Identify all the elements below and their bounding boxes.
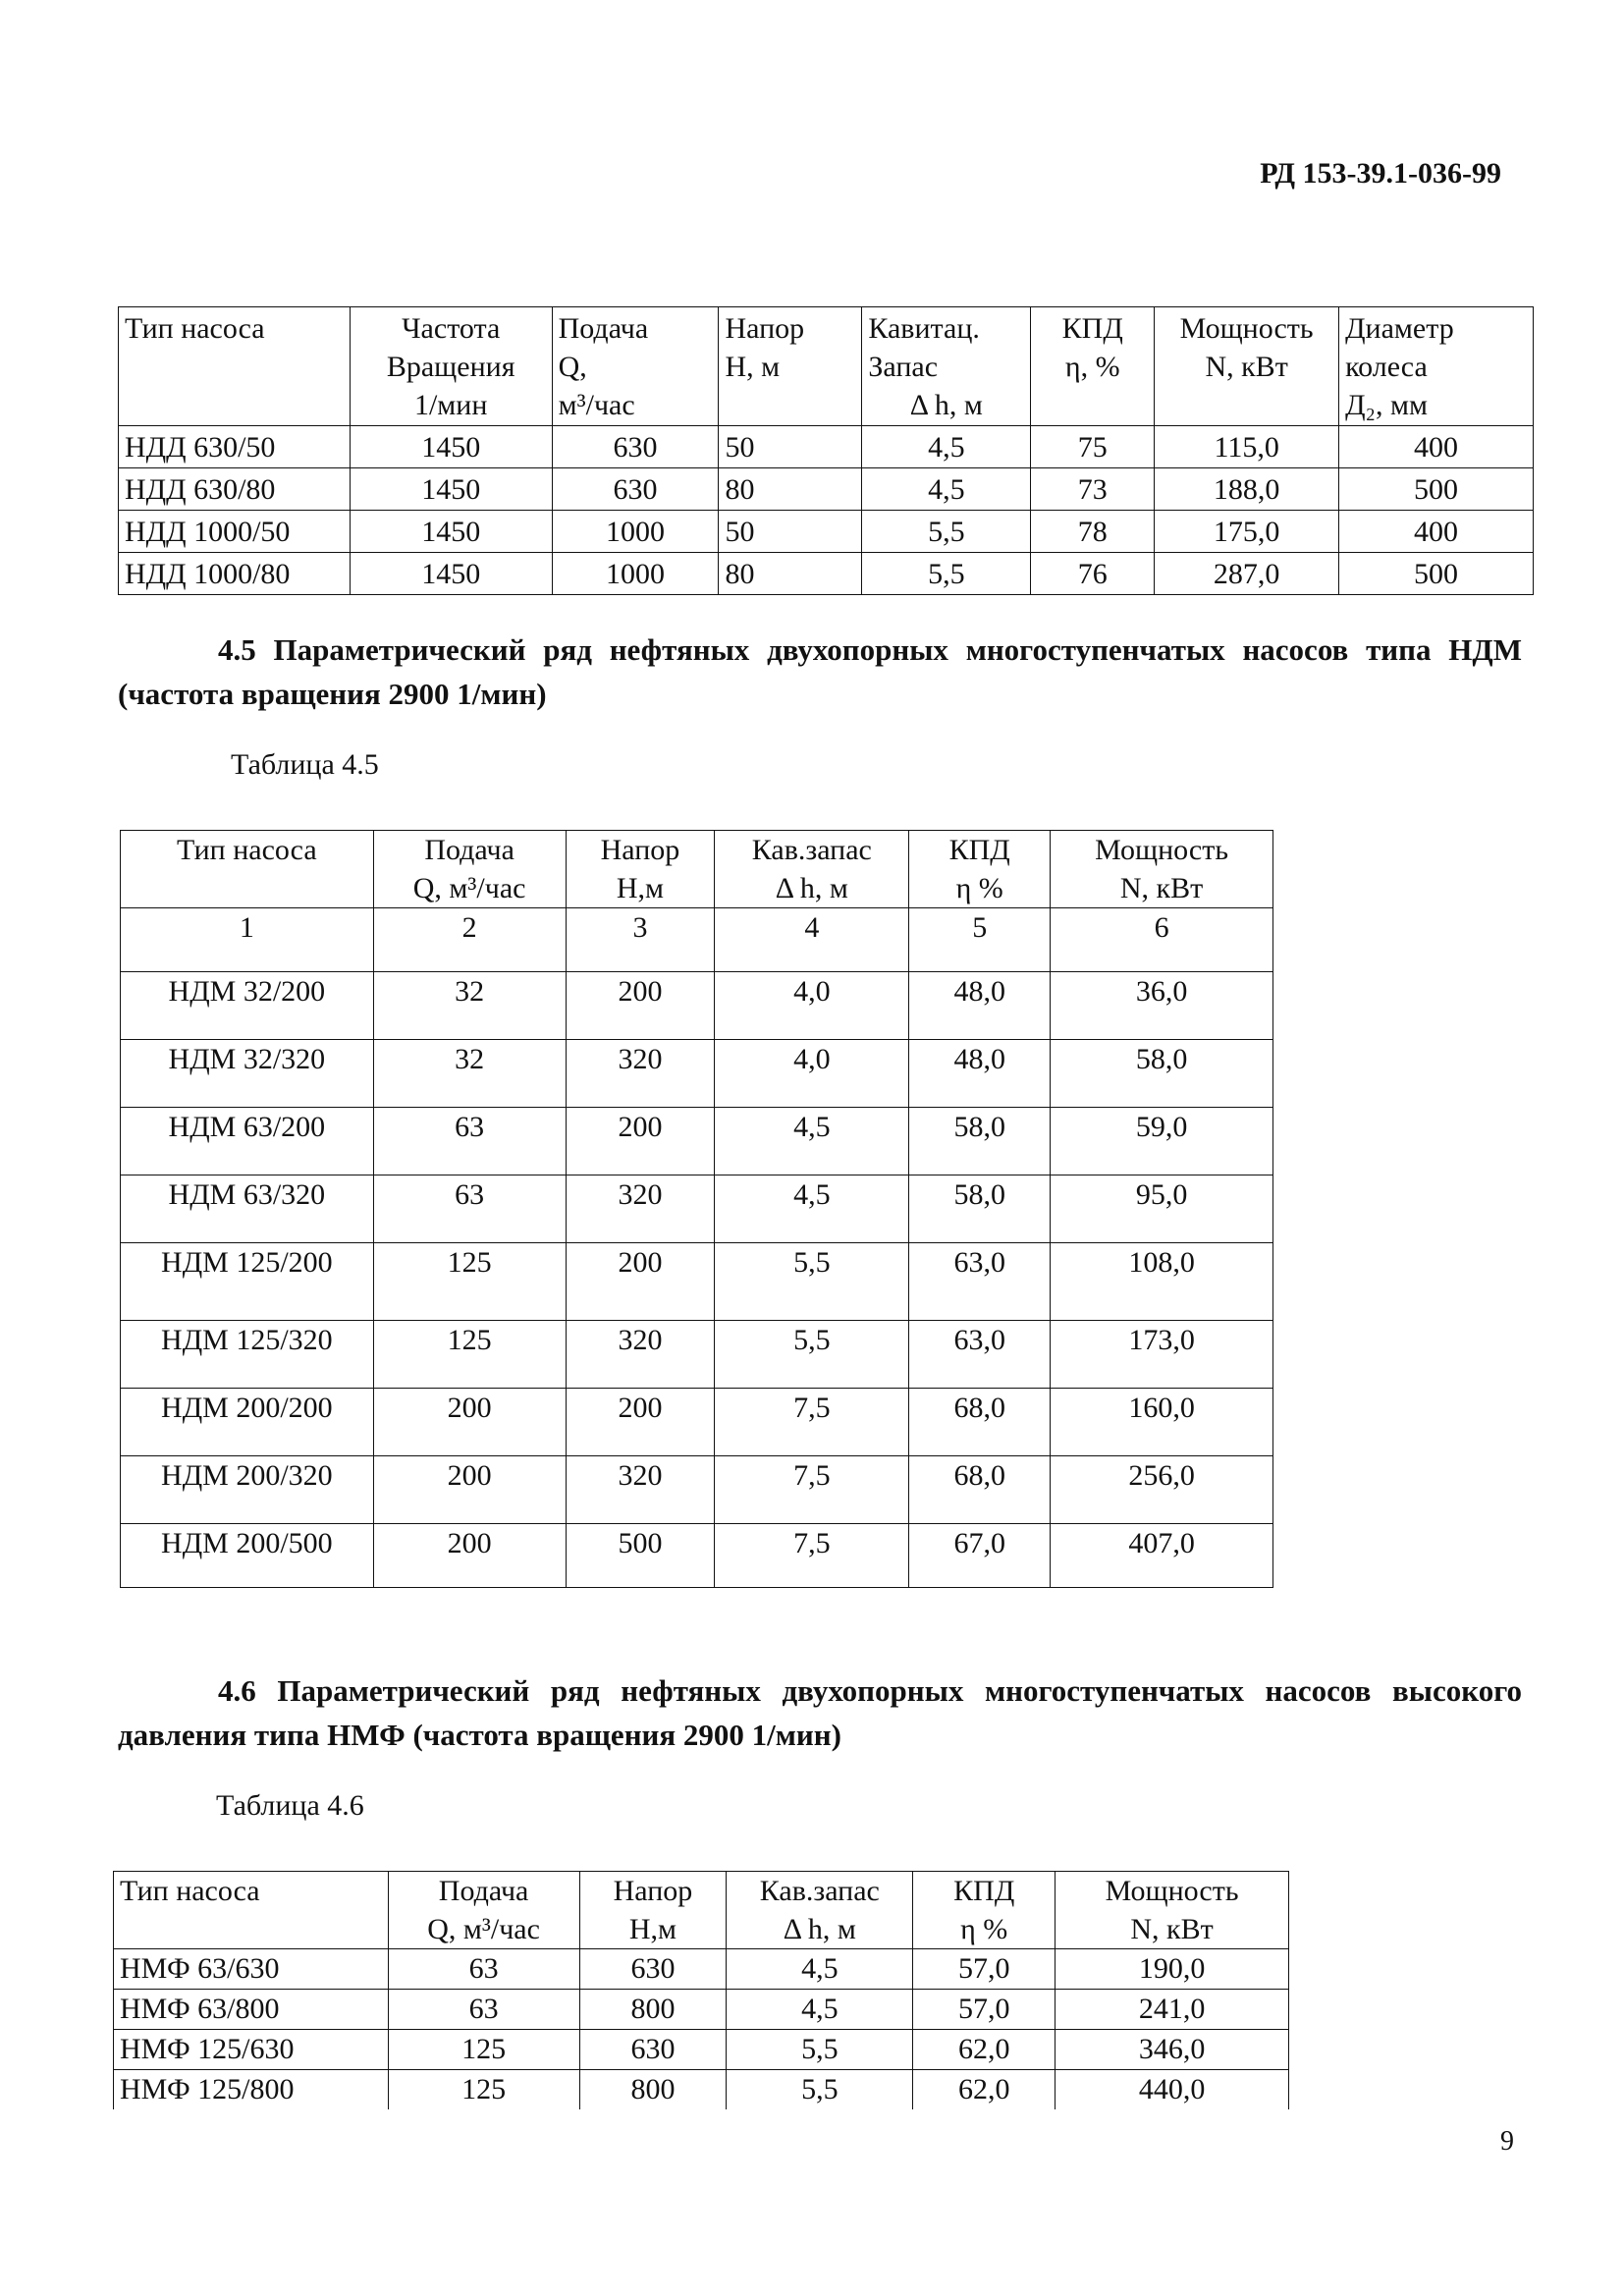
cell-rotation-speed: 1450 (350, 511, 552, 553)
cell-pump-type: НМФ 125/630 (114, 2030, 389, 2070)
cell-efficiency: 48,0 (909, 1040, 1051, 1108)
table-row (121, 1321, 1273, 1389)
header-rotation-speed: Частота Вращения 1/мин (350, 307, 552, 426)
table-row (121, 972, 1273, 1040)
header-efficiency: КПД η, % (1031, 307, 1155, 426)
header-flow: Подача Q, м³/час (388, 1872, 579, 1949)
cell-pump-type: НДД 630/80 (119, 468, 351, 511)
cell-pump-type: НМФ 63/800 (114, 1990, 389, 2030)
cell-head: 320 (566, 1175, 715, 1243)
cell-head: 800 (579, 2070, 727, 2110)
table-header-row (114, 1872, 1289, 1949)
cell-cavitation-reserve: 4,5 (715, 1108, 909, 1175)
cell-pump-type: НДМ 32/320 (121, 1040, 374, 1108)
cell-pump-type: НДД 1000/50 (119, 511, 351, 553)
column-number: 3 (566, 908, 715, 972)
cell-efficiency: 58,0 (909, 1108, 1051, 1175)
cell-cavitation-reserve: 5,5 (715, 1243, 909, 1321)
header-head: Напор Н,м (566, 831, 715, 908)
cell-efficiency: 62,0 (913, 2030, 1056, 2070)
header-pump-type: Тип насоса (119, 307, 351, 426)
cell-head: 200 (566, 1108, 715, 1175)
cell-pump-type: НДМ 200/500 (121, 1524, 374, 1588)
cell-flow: 200 (373, 1524, 566, 1588)
cell-pump-type: НДМ 63/200 (121, 1108, 374, 1175)
cell-power: 173,0 (1051, 1321, 1273, 1389)
cell-flow: 125 (388, 2070, 579, 2110)
cell-power: 95,0 (1051, 1175, 1273, 1243)
cell-head: 200 (566, 972, 715, 1040)
section-4-5-heading: 4.5 Параметрический ряд нефтяных двухопорных многоступенчатых насосов типа НДМ (частота вращения 2900 1/мин) (118, 632, 1522, 711)
cell-pump-type: НМФ 125/800 (114, 2070, 389, 2110)
cell-rotation-speed: 1450 (350, 426, 552, 468)
cell-flow: 1000 (552, 511, 719, 553)
cell-efficiency: 68,0 (909, 1389, 1051, 1456)
cell-flow: 32 (373, 1040, 566, 1108)
cell-power: 108,0 (1051, 1243, 1273, 1321)
table-row (121, 1243, 1273, 1321)
cell-impeller-diameter: 500 (1339, 468, 1534, 511)
header-flow: Подача Q, м³/час (373, 831, 566, 908)
table-row (121, 1108, 1273, 1175)
table-row (114, 1990, 1289, 2030)
cell-flow: 63 (388, 1990, 579, 2030)
cell-power: 58,0 (1051, 1040, 1273, 1108)
cell-power: 440,0 (1056, 2070, 1289, 2110)
cell-power: 287,0 (1155, 553, 1339, 595)
cell-efficiency: 73 (1031, 468, 1155, 511)
header-power: Мощность N, кВт (1155, 307, 1339, 426)
cell-pump-type: НДМ 200/200 (121, 1389, 374, 1456)
cell-flow: 125 (388, 2030, 579, 2070)
table-row (114, 2070, 1289, 2110)
cell-head: 80 (719, 553, 862, 595)
cell-cavitation-reserve: 4,5 (715, 1175, 909, 1243)
cell-power: 160,0 (1051, 1389, 1273, 1456)
table-row (121, 1456, 1273, 1524)
header-cavitation-reserve: Кав.запас Δ h, м (727, 1872, 913, 1949)
cell-cavitation-reserve: 7,5 (715, 1456, 909, 1524)
cell-efficiency: 75 (1031, 426, 1155, 468)
cell-pump-type: НДД 1000/80 (119, 553, 351, 595)
table-row (121, 1389, 1273, 1456)
cell-flow: 63 (373, 1108, 566, 1175)
cell-cavitation-reserve: 5,5 (862, 511, 1031, 553)
cell-power: 190,0 (1056, 1949, 1289, 1990)
cell-pump-type: НДМ 63/320 (121, 1175, 374, 1243)
cell-pump-type: НДМ 125/320 (121, 1321, 374, 1389)
cell-pump-type: НДМ 200/320 (121, 1456, 374, 1524)
cell-pump-type: НМФ 63/630 (114, 1949, 389, 1990)
table-4-5 (120, 830, 1273, 1588)
table-4-5-caption: Таблица 4.5 (231, 748, 379, 781)
cell-head: 800 (579, 1990, 727, 2030)
header-impeller-diameter: Диаметр колеса Д₂, мм (1339, 307, 1534, 426)
cell-efficiency: 57,0 (913, 1990, 1056, 2030)
cell-flow: 1000 (552, 553, 719, 595)
cell-cavitation-reserve: 4,5 (862, 426, 1031, 468)
cell-cavitation-reserve: 5,5 (727, 2070, 913, 2110)
cell-head: 500 (566, 1524, 715, 1588)
header-efficiency: КПД η % (913, 1872, 1056, 1949)
cell-head: 630 (579, 1949, 727, 1990)
cell-head: 320 (566, 1321, 715, 1389)
page-number: 9 (1500, 2126, 1514, 2157)
cell-efficiency: 76 (1031, 553, 1155, 595)
column-number: 2 (373, 908, 566, 972)
cell-pump-type: НДМ 125/200 (121, 1243, 374, 1321)
column-number: 4 (715, 908, 909, 972)
header-efficiency: КПД η % (909, 831, 1051, 908)
column-number: 6 (1051, 908, 1273, 972)
table-row (121, 1524, 1273, 1588)
cell-impeller-diameter: 500 (1339, 553, 1534, 595)
table-row (114, 2030, 1289, 2070)
cell-head: 50 (719, 426, 862, 468)
section-4-6-heading: 4.6 Параметрический ряд нефтяных двухопорных многоступенчатых насосов высокого давления типа НМФ (частота вращения 2900 1/мин) (118, 1673, 1522, 1752)
header-pump-type: Тип насоса (114, 1872, 389, 1949)
cell-power: 407,0 (1051, 1524, 1273, 1588)
cell-efficiency: 63,0 (909, 1321, 1051, 1389)
table-4-6 (113, 1871, 1289, 2109)
cell-efficiency: 48,0 (909, 972, 1051, 1040)
cell-power: 36,0 (1051, 972, 1273, 1040)
table-row (119, 511, 1534, 553)
header-cavitation-reserve: Кавитац. Запас Δ h, м (862, 307, 1031, 426)
column-number: 1 (121, 908, 374, 972)
cell-cavitation-reserve: 4,0 (715, 972, 909, 1040)
cell-rotation-speed: 1450 (350, 553, 552, 595)
cell-cavitation-reserve: 5,5 (727, 2030, 913, 2070)
cell-cavitation-reserve: 4,5 (727, 1990, 913, 2030)
table-4-4 (118, 306, 1534, 595)
cell-power: 241,0 (1056, 1990, 1289, 2030)
cell-flow: 125 (373, 1243, 566, 1321)
table-row (121, 1040, 1273, 1108)
column-number: 5 (909, 908, 1051, 972)
header-power: Мощность N, кВт (1051, 831, 1273, 908)
cell-impeller-diameter: 400 (1339, 426, 1534, 468)
cell-power: 256,0 (1051, 1456, 1273, 1524)
cell-flow: 200 (373, 1456, 566, 1524)
cell-head: 50 (719, 511, 862, 553)
cell-flow: 32 (373, 972, 566, 1040)
cell-cavitation-reserve: 7,5 (715, 1389, 909, 1456)
cell-flow: 63 (373, 1175, 566, 1243)
cell-efficiency: 58,0 (909, 1175, 1051, 1243)
cell-cavitation-reserve: 4,5 (727, 1949, 913, 1990)
cell-efficiency: 63,0 (909, 1243, 1051, 1321)
table-row (119, 553, 1534, 595)
cell-head: 630 (579, 2030, 727, 2070)
cell-efficiency: 57,0 (913, 1949, 1056, 1990)
cell-flow: 630 (552, 468, 719, 511)
cell-rotation-speed: 1450 (350, 468, 552, 511)
header-cavitation-reserve: Кав.запас Δ h, м (715, 831, 909, 908)
cell-power: 188,0 (1155, 468, 1339, 511)
table-4-6-caption: Таблица 4.6 (216, 1789, 364, 1822)
table-row (114, 1949, 1289, 1990)
cell-power: 115,0 (1155, 426, 1339, 468)
cell-pump-type: НДМ 32/200 (121, 972, 374, 1040)
cell-head: 80 (719, 468, 862, 511)
header-head: Напор Н, м (719, 307, 862, 426)
table-row (121, 1175, 1273, 1243)
cell-efficiency: 68,0 (909, 1456, 1051, 1524)
cell-cavitation-reserve: 5,5 (862, 553, 1031, 595)
cell-pump-type: НДД 630/50 (119, 426, 351, 468)
cell-head: 200 (566, 1389, 715, 1456)
cell-head: 200 (566, 1243, 715, 1321)
document-code: РД 153-39.1-036-99 (1260, 157, 1501, 190)
cell-cavitation-reserve: 5,5 (715, 1321, 909, 1389)
cell-power: 175,0 (1155, 511, 1339, 553)
column-number-row (121, 908, 1273, 972)
cell-efficiency: 78 (1031, 511, 1155, 553)
cell-cavitation-reserve: 7,5 (715, 1524, 909, 1588)
table-header-row (119, 307, 1534, 426)
cell-power: 346,0 (1056, 2030, 1289, 2070)
header-power: Мощность N, кВт (1056, 1872, 1289, 1949)
header-pump-type: Тип насоса (121, 831, 374, 908)
cell-power: 59,0 (1051, 1108, 1273, 1175)
cell-flow: 630 (552, 426, 719, 468)
cell-flow: 125 (373, 1321, 566, 1389)
table-row (119, 426, 1534, 468)
cell-efficiency: 67,0 (909, 1524, 1051, 1588)
cell-flow: 63 (388, 1949, 579, 1990)
cell-cavitation-reserve: 4,0 (715, 1040, 909, 1108)
table-row (119, 468, 1534, 511)
cell-impeller-diameter: 400 (1339, 511, 1534, 553)
header-flow: Подача Q, м³/час (552, 307, 719, 426)
table-header-row (121, 831, 1273, 908)
cell-cavitation-reserve: 4,5 (862, 468, 1031, 511)
cell-head: 320 (566, 1456, 715, 1524)
cell-flow: 200 (373, 1389, 566, 1456)
header-head: Напор Н,м (579, 1872, 727, 1949)
cell-efficiency: 62,0 (913, 2070, 1056, 2110)
cell-head: 320 (566, 1040, 715, 1108)
